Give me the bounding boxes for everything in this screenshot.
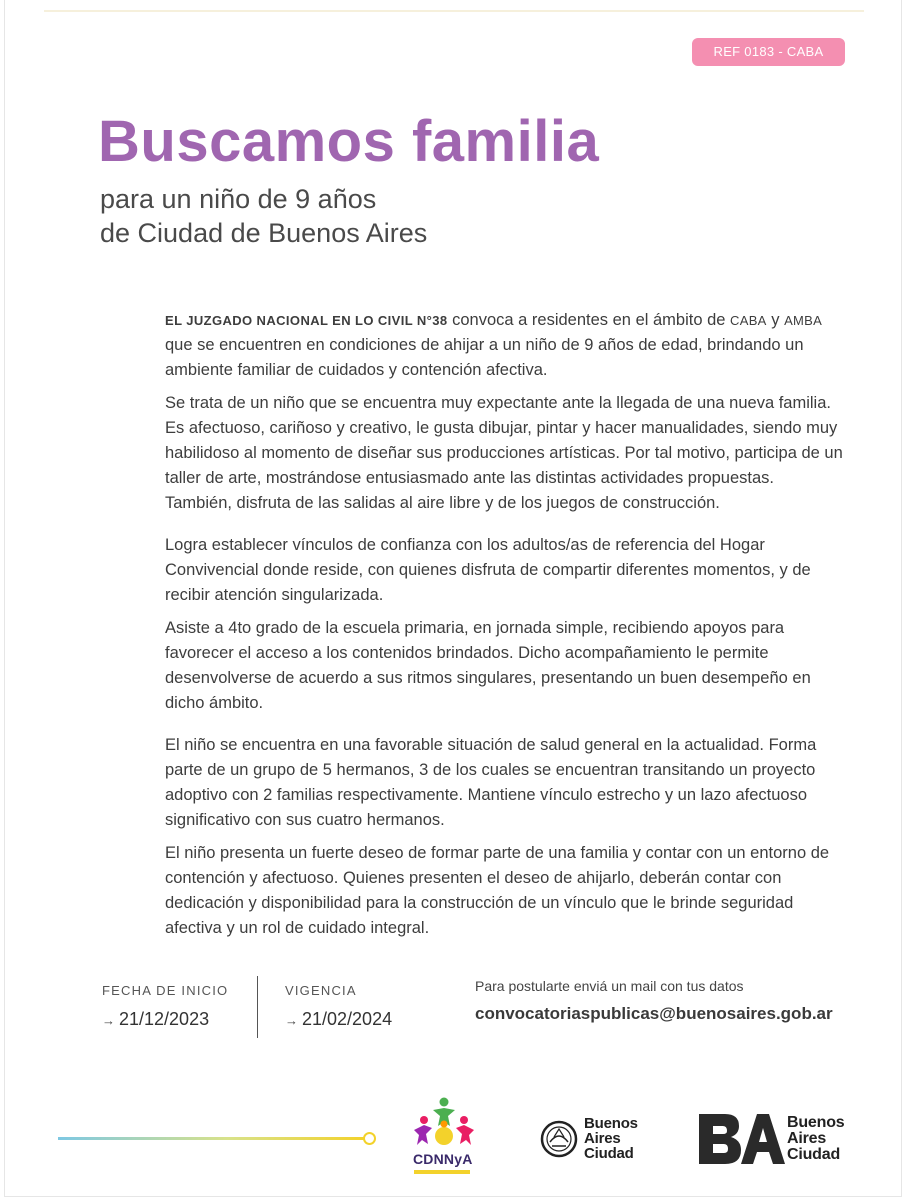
- paragraph-4: Asiste a 4to grado de la escuela primaria, en jornada simple, recibiendo apoyos para favorecer el acceso a los contenidos brindados. Dicho acompañamiento le permite desenvolverse de acuerdo a sus ritmos singulares, presentando un buen desempeño en dicho ámbito.: [165, 619, 811, 712]
- ba-logo-icon: [697, 1112, 785, 1166]
- body-text: [165, 308, 845, 949]
- start-date-label: FECHA DE INICIO: [102, 983, 229, 998]
- caba-abbr: CABA: [730, 313, 767, 328]
- subtitle-line-1: para un niño de 9 años: [100, 184, 377, 214]
- paragraph-3: Logra establecer vínculos de confianza con los adultos/as de referencia del Hogar Convivencial donde reside, con quienes disfruta de compartir diferentes momentos, y de recibir atención singularizada.: [165, 536, 811, 604]
- ref-badge: REF 0183 - CABA: [692, 38, 845, 66]
- court-name: EL JUZGADO NACIONAL EN LO CIVIL N°38: [165, 313, 448, 328]
- start-date: → 21/12/2023: [102, 1009, 210, 1029]
- buenos-aires-ciudad-text: Buenos Aires Ciudad: [584, 1115, 638, 1162]
- ba-ciudad-text: Buenos Aires Ciudad: [787, 1114, 845, 1163]
- validity-date: → 21/02/2024: [285, 1009, 393, 1029]
- arrow-right-icon: →: [102, 1013, 115, 1028]
- apply-instructions: Para postularte enviá un mail con tus datos: [475, 978, 744, 994]
- line-end-dot: [363, 1132, 376, 1145]
- cdnnya-logo-icon: [408, 1096, 488, 1180]
- arrow-right-icon: →: [285, 1013, 298, 1028]
- subtitle-line-2: de Ciudad de Buenos Aires: [100, 218, 428, 248]
- amba-abbr: AMBA: [784, 313, 823, 328]
- decorative-gradient-line: [58, 1137, 366, 1140]
- paragraph-6: El niño presenta un fuerte deseo de formar parte de una familia y contar con un entorno de contención y afectuoso. Quienes presenten el deseo de ahijarlo, deberán contar con dedicación y disponibilidad para la construcción de un vínculo que le brinde seguridad afectiva y un rol de cuidado integral.: [165, 844, 830, 937]
- page-title: Buscamos familia: [98, 109, 600, 174]
- buenos-aires-seal-icon: [540, 1116, 578, 1162]
- cdnnya-underline: [414, 1170, 470, 1174]
- validity-label: VIGENCIA: [285, 983, 357, 998]
- footer-divider: [257, 976, 258, 1038]
- paragraph-5: El niño se encuentra en una favorable situación de salud general en la actualidad. Forma parte de un grupo de 5 hermanos, 3 de los cuales se encuentran transitando un proyecto adoptivo con 2 familias respectivamente. Mantiene vínculo estrecho y un lazo afectuoso significativo con sus cuatro hermanos.: [165, 736, 817, 829]
- cdnnya-text: CDNNyA: [413, 1151, 473, 1167]
- subtitle: [100, 182, 427, 250]
- paragraph-1: EL JUZGADO NACIONAL EN LO CIVIL N°38 convoca a residentes en el ámbito de CABA y AMBA que se encuentren en condiciones de ahijar a un niño de 9 años de edad, brindando un ambiente familiar de cuidados y contención afectiva.: [165, 311, 823, 379]
- contact-email[interactable]: convocatoriaspublicas@buenosaires.gob.ar: [475, 1004, 833, 1023]
- top-divider: [44, 10, 864, 12]
- paragraph-2: Se trata de un niño que se encuentra muy expectante ante la llegada de una nueva familia. Es afectuoso, cariñoso y creativo, le gusta dibujar, pintar y hacer manualidades, siendo muy habilidoso al momento de diseñar sus producciones artísticas. Por tal motivo, participa de un taller de arte, mostrándose entusiasmado ante las distintas actividades propuestas. También, disfruta de las salidas al aire libre y de los juegos de construcción.: [165, 394, 843, 512]
